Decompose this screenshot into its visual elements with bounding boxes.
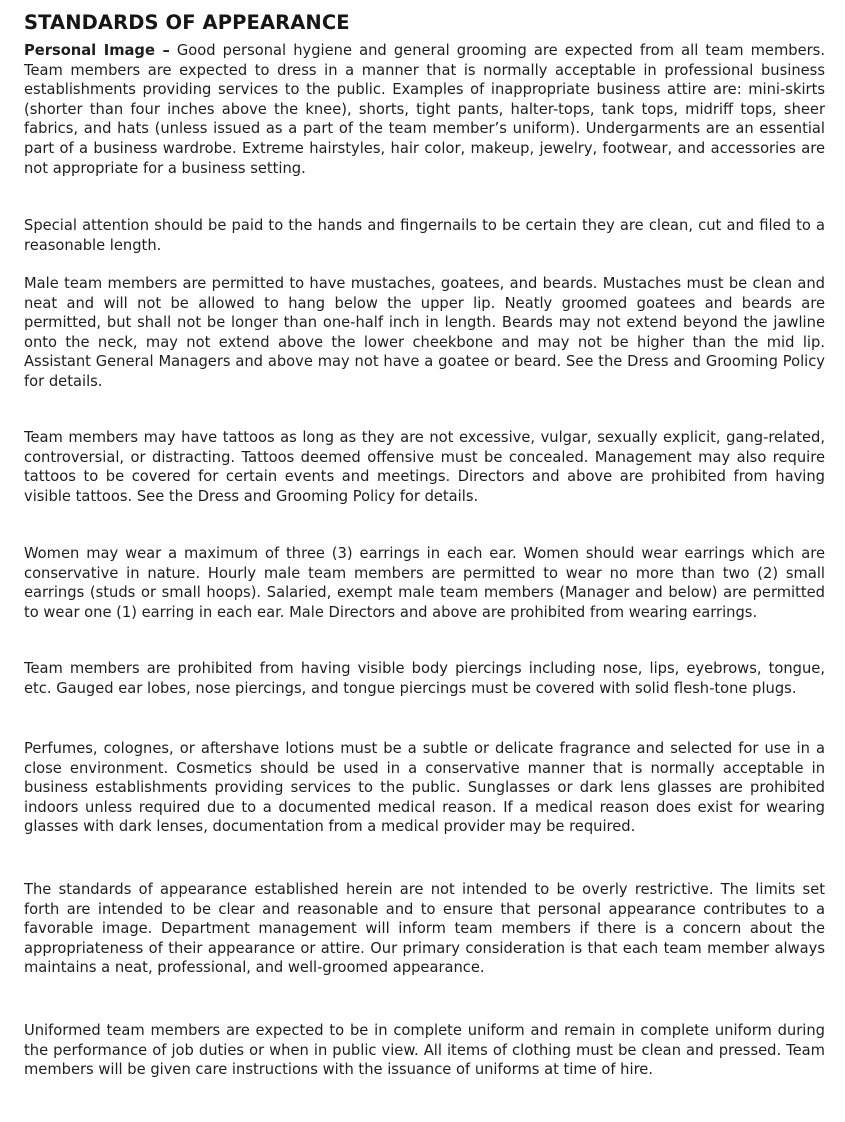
- paragraph-piercings: Team members are prohibited from having visible body piercings including nose, lips, eyebrows, tongue, etc. Gauged ear lobes, nose piercings, and tongue piercings must be covered with solid flesh-tone plugs.: [24, 660, 825, 697]
- paragraph-text: Good personal hygiene and general grooming are expected from all team members. Team members are expected to dress in a manner that is normally acceptable in professional business establishments providing services to the public. Examples of inappropriate business attire are: mini-skirts (shorter than four inches above the knee), shorts, tight pants, halter-tops, tank tops, midriff tops, sheer fabrics, and hats (unless issued as a part of the team member’s uniform). Undergarments are an essential part of a business wardrobe. Extreme hairstyles, hair color, makeup, jewelry, footwear, and accessories are not appropriate for a business setting.: [24, 42, 825, 177]
- paragraph-personal-image: [24, 41, 825, 178]
- personal-image-heading: Personal Image –: [24, 42, 170, 59]
- page-title: STANDARDS OF APPEARANCE: [24, 11, 350, 34]
- paragraph-tattoos: Team members may have tattoos as long as they are not excessive, vulgar, sexually explicit, gang-related, controversial, or distracting. Tattoos deemed offensive must be concealed. Management may also require tattoos to be covered for certain events and meetings. Directors and above are prohibited from having visible tattoos. See the Dress and Grooming Policy for details.: [24, 429, 825, 505]
- paragraph-fragrance-cosmetics: Perfumes, colognes, or aftershave lotions must be a subtle or delicate fragrance and selected for use in a close environment. Cosmetics should be used in a conservative manner that is normally acceptable in business establishments providing services to the public. Sunglasses or dark lens glasses are prohibited indoors unless required due to a documented medical reason. If a medical reason does exist for wearing glasses with dark lenses, documentation from a medical provider may be required.: [24, 740, 825, 836]
- paragraph-facial-hair: Male team members are permitted to have mustaches, goatees, and beards. Mustaches must be clean and neat and will not be allowed to hang below the upper lip. Neatly groomed goatees and beards are permitted, but shall not be longer than one-half inch in length. Beards may not extend beyond the jawline onto the neck, may not extend above the lower cheekbone and may not be higher than the mid lip. Assistant General Managers and above may not have a goatee or beard. See the Dress and Grooming Policy for details.: [24, 275, 825, 390]
- paragraph-earrings: Women may wear a maximum of three (3) earrings in each ear. Women should wear earrings which are conservative in nature. Hourly male team members are permitted to wear no more than two (2) small earrings (studs or small hoops). Salaried, exempt male team members (Manager and below) are permitted to wear one (1) earring in each ear. Male Directors and above are prohibited from wearing earrings.: [24, 545, 825, 621]
- paragraph-standards-intent: The standards of appearance established herein are not intended to be overly restrictive. The limits set forth are intended to be clear and reasonable and to ensure that personal appearance contributes to a favorable image. Department management will inform team members if there is a concern about the appropriateness of their appearance or attire. Our primary consideration is that each team member always maintains a neat, professional, and well-groomed appearance.: [24, 881, 825, 977]
- paragraph-uniforms: Uniformed team members are expected to be in complete uniform and remain in complete uniform during the performance of job duties or when in public view. All items of clothing must be clean and pressed. Team members will be given care instructions with the issuance of uniforms at time of hire.: [24, 1022, 825, 1079]
- paragraph-fingernails: Special attention should be paid to the hands and fingernails to be certain they are clean, cut and filed to a reasonable length.: [24, 217, 825, 254]
